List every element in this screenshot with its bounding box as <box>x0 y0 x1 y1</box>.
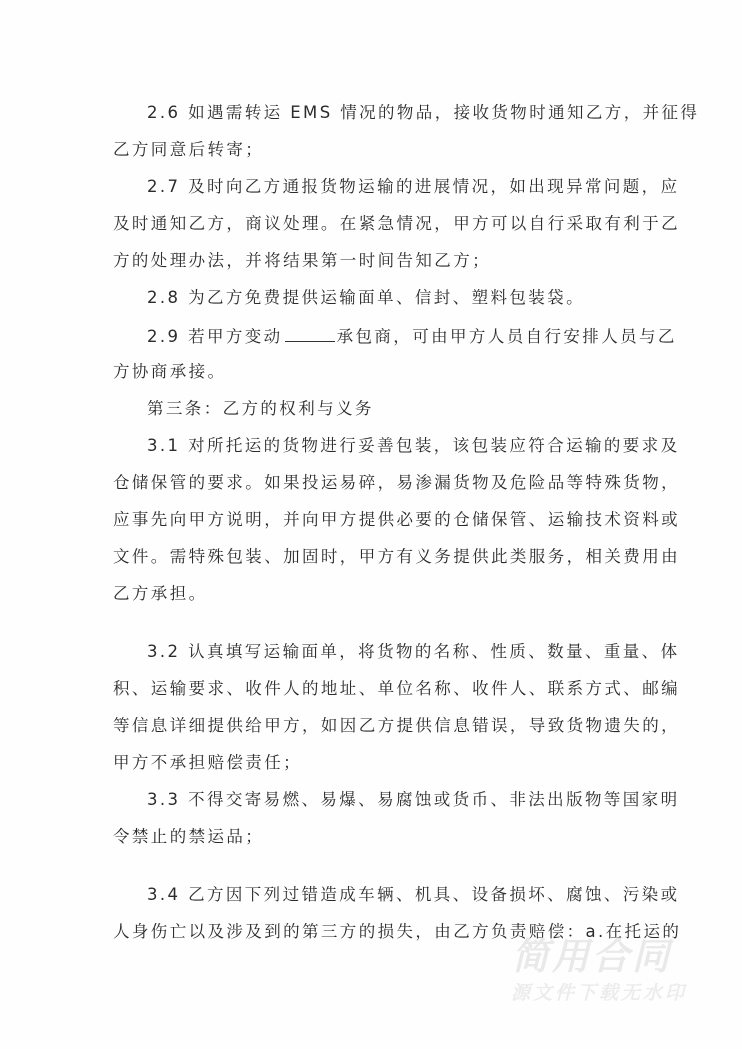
clause-2-9-text-after: 承包商，可由甲方人员自行安排人员与乙 <box>336 327 677 346</box>
clause-2-6-line-1: 2.6 如遇需转运 EMS 情况的物品，接收货物时通知乙方，并征得 <box>147 103 700 122</box>
clause-2-7-line-1: 2.7 及时向乙方通报货物运输的进展情况，如出现异常问题，应 <box>147 177 680 196</box>
clause-3-1-line-2: 仓储保管的要求。如果投运易碎，易渗漏货物及危险品等特殊货物， <box>113 473 680 492</box>
clause-2-7-line-2: 及时通知乙方，商议处理。在紧急情况，甲方可以自行采取有利于乙 <box>113 214 680 233</box>
clause-2-7-line-3: 方的处理办法，并将结果第一时间告知乙方； <box>113 251 491 270</box>
watermark-title: 简用合同 <box>512 935 672 978</box>
watermark-subtitle: 源文件下载无水印 <box>511 982 688 1004</box>
clause-3-1-line-1: 3.1 对所托运的货物进行妥善包装，该包装应符合运输的要求及 <box>147 436 680 455</box>
clause-3-2-line-1: 3.2 认真填写运输面单，将货物的名称、性质、数量、重量、体 <box>147 642 680 661</box>
clause-3-2-line-3: 等信息详细提供给甲方，如因乙方提供信息错误，导致货物遗失的， <box>113 716 680 735</box>
clause-3-4-line-2: 人身伤亡以及涉及到的第三方的损失，由乙方负责赔偿：a.在托运的 <box>113 922 682 941</box>
fill-in-blank[interactable] <box>285 325 335 342</box>
clause-3-1-line-3: 应事先向甲方说明，并向甲方提供必要的仓储保管、运输技术资料或 <box>113 510 680 529</box>
clause-3-2-line-4: 甲方不承担赔偿责任； <box>113 753 302 772</box>
clause-3-2-line-2: 积、运输要求、收件人的地址、单位名称、收件人、联系方式、邮编 <box>113 679 680 698</box>
clause-3-1-line-5: 乙方承担。 <box>113 584 208 603</box>
clause-2-8-line-1: 2.8 为乙方免费提供运输面单、信封、塑料包装袋。 <box>147 288 585 307</box>
section-3-heading: 第三条：乙方的权利与义务 <box>147 399 374 418</box>
clause-2-6-line-2: 乙方同意后转寄； <box>113 140 265 159</box>
clause-3-3-line-2: 令禁止的禁运品； <box>113 827 265 846</box>
clause-2-9-text-before: 2.9 若甲方变动 <box>147 327 283 346</box>
clause-2-9-line-2: 方协商承接。 <box>113 362 227 381</box>
clause-2-9-line-1 <box>147 325 707 347</box>
clause-3-4-line-1: 3.4 乙方因下列过错造成车辆、机具、设备损坏、腐蚀、污染或 <box>147 885 680 904</box>
clause-3-1-line-4: 文件。需特殊包装、加固时，甲方有义务提供此类服务，相关费用由 <box>113 547 680 566</box>
clause-3-3-line-1: 3.3 不得交寄易燃、易爆、易腐蚀或货币、非法出版物等国家明 <box>147 790 680 809</box>
